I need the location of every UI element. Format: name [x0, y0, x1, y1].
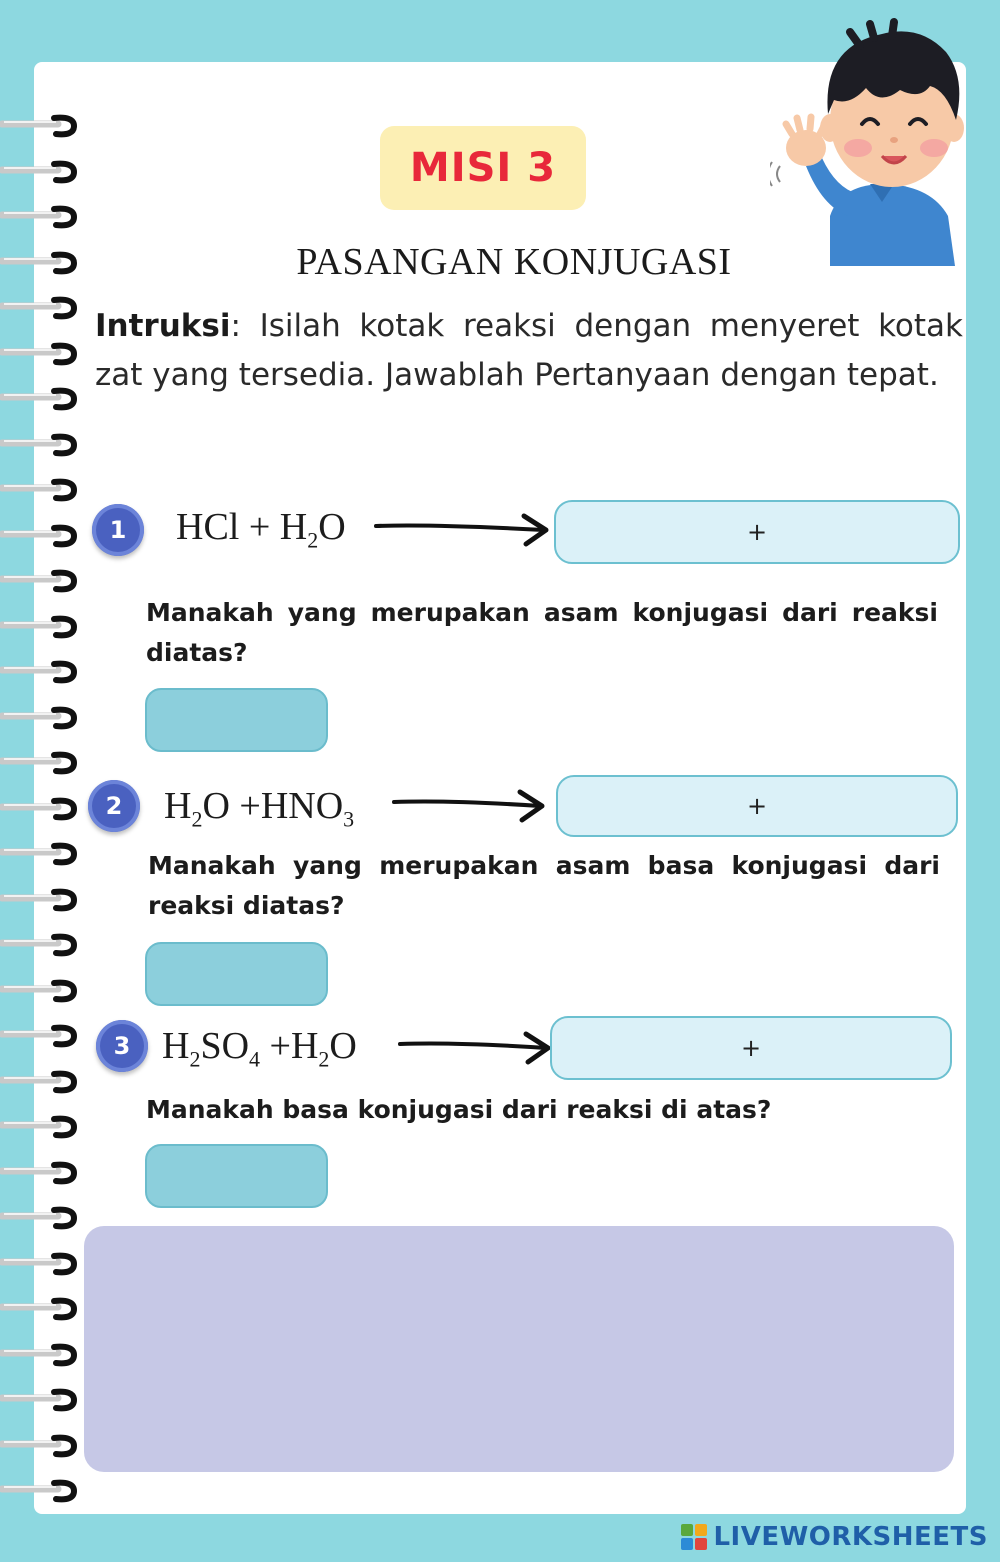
- notebook-spiral-binding: [0, 0, 80, 1562]
- spiral-ring: [0, 385, 80, 413]
- substance-source-area[interactable]: [84, 1226, 954, 1472]
- question-2: Manakah yang merupakan asam basa konjugasi dari reaksi diatas?: [148, 851, 940, 920]
- spiral-ring: [0, 340, 80, 368]
- liveworksheets-logo-icon: [681, 1524, 707, 1550]
- spiral-ring: [0, 476, 80, 504]
- instruction-text: [95, 302, 963, 400]
- spiral-ring: [0, 567, 80, 595]
- reaction-arrow-icon: [390, 786, 550, 826]
- liveworksheets-brand: LIVEWORKSHEETS: [713, 1522, 988, 1552]
- spiral-ring: [0, 203, 80, 231]
- mission-badge: [380, 126, 586, 210]
- item-number-2: 2: [88, 780, 140, 832]
- spiral-ring: [0, 112, 80, 140]
- worksheet-title: PASANGAN KONJUGASI: [296, 241, 732, 283]
- spiral-ring: [0, 1113, 80, 1141]
- spiral-ring: [0, 886, 80, 914]
- answer-drop-box-3[interactable]: [145, 1144, 328, 1208]
- spiral-ring: [0, 431, 80, 459]
- spiral-ring: [0, 704, 80, 732]
- spiral-ring: [0, 294, 80, 322]
- spiral-ring: [0, 1386, 80, 1414]
- spiral-ring: [0, 1341, 80, 1369]
- spiral-ring: [0, 1204, 80, 1232]
- reaction-arrow-icon: [372, 510, 552, 550]
- spiral-ring: [0, 1022, 80, 1050]
- spiral-ring: [0, 749, 80, 777]
- spiral-ring: [0, 522, 80, 550]
- answer-drop-box-2[interactable]: [145, 942, 328, 1006]
- mission-badge-label: MISI 3: [409, 145, 557, 191]
- spiral-ring: [0, 158, 80, 186]
- waving-boy-illustration: [770, 16, 970, 266]
- spiral-ring: [0, 1068, 80, 1096]
- spiral-ring: [0, 931, 80, 959]
- spiral-ring: [0, 977, 80, 1005]
- question-3: Manakah basa konjugasi dari reaksi di atas?: [146, 1095, 772, 1124]
- spiral-ring: [0, 613, 80, 641]
- reaction-equation-3: $H_2SO_4 +H_2O$: [162, 1025, 357, 1072]
- reaction-equation-1: HCl + $H_2O$: [176, 506, 346, 553]
- spiral-ring: [0, 1477, 80, 1505]
- product-drop-box-1[interactable]: +: [554, 500, 960, 564]
- liveworksheets-footer: [681, 1522, 988, 1552]
- reaction-equation-2: $H_2O +HNO_3$: [164, 785, 355, 832]
- answer-drop-box-1[interactable]: [145, 688, 328, 752]
- instruction-label: Intruksi: [95, 308, 231, 344]
- item-number-3: 3: [96, 1020, 148, 1072]
- spiral-ring: [0, 1159, 80, 1187]
- spiral-ring: [0, 1295, 80, 1323]
- product-drop-box-2[interactable]: +: [556, 775, 958, 837]
- spiral-ring: [0, 1432, 80, 1460]
- spiral-ring: [0, 658, 80, 686]
- reaction-arrow-icon: [396, 1028, 556, 1068]
- spiral-ring: [0, 1250, 80, 1278]
- question-1: Manakah yang merupakan asam konjugasi dari reaksi diatas?: [146, 598, 938, 667]
- item-number-1: 1: [92, 504, 144, 556]
- product-drop-box-3[interactable]: +: [550, 1016, 952, 1080]
- instruction-body: : Isilah kotak reaksi dengan menyeret kotak zat yang tersedia. Jawablah Pertanyaan dengan tepat.: [95, 308, 963, 393]
- spiral-ring: [0, 840, 80, 868]
- spiral-ring: [0, 795, 80, 823]
